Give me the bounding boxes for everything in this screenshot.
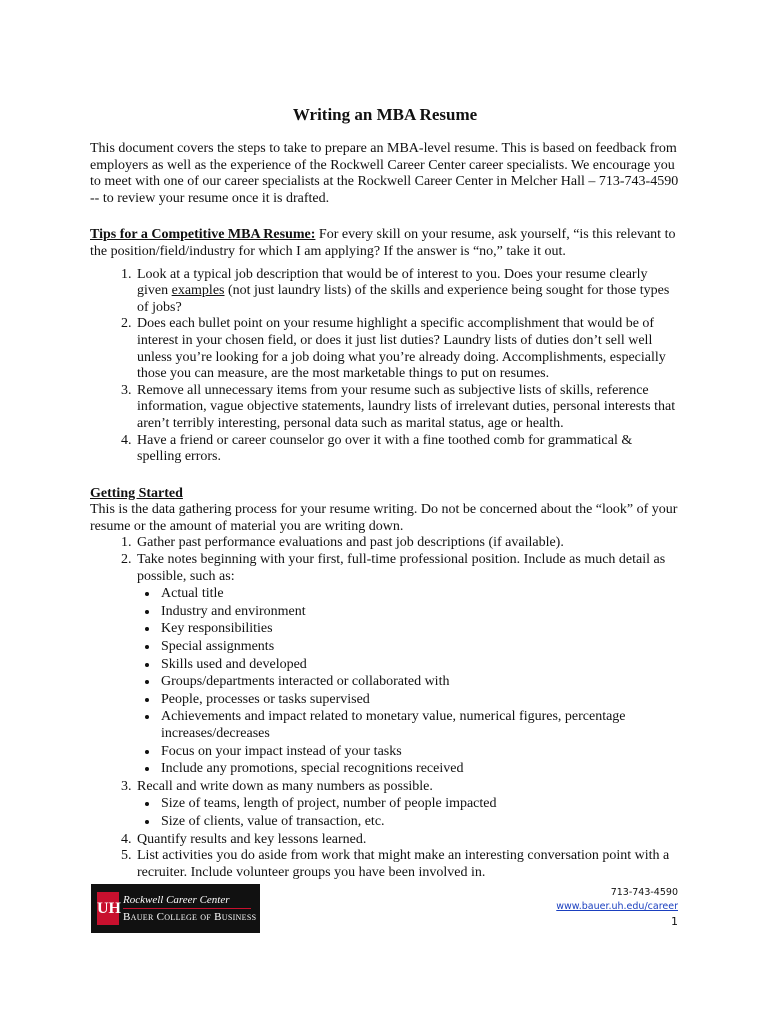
footer-contact [556,886,678,930]
gs-item [135,779,680,831]
gs-bullet: • Key responsibilities [159,621,680,638]
getting-started-heading: Getting Started [90,485,183,501]
gs-item [135,535,680,552]
gs-bullet: • Special assignments [159,639,680,656]
gs-bullet: • Skills used and developed [159,657,680,674]
gs-item-text: Recall and write down as many numbers as possible. [137,778,433,794]
gs-bullet: • People, processes or tasks supervised [159,692,680,709]
footer-phone: 713-743-4590 [610,887,678,898]
gs-bullet: • Focus on your impact instead of your tasks [159,744,680,761]
tips-item [135,383,680,433]
gs-bullet-list [137,586,680,778]
tips-item-text: Have a friend or career counselor go over it with a fine toothed comb for grammatical & spelling errors. [137,432,633,465]
gs-bullet: • Include any promotions, special recognitions received [159,761,680,778]
tips-heading: Tips for a Competitive MBA Resume: [90,227,316,243]
tips-item [135,316,680,382]
gs-item-text: Gather past performance evaluations and past job descriptions (if available). [137,535,564,551]
gs-bullet: • Size of teams, length of project, number of people impacted [159,796,680,813]
gs-item-text: Quantify results and key lessons learned. [137,831,367,847]
tips-item-text: Look at a typical job description that would be of interest to you. Does your resume clearly given [137,266,648,299]
gs-bullet: • Industry and environment [159,604,680,621]
gs-item [135,552,680,778]
gs-bullet: • Actual title [159,586,680,603]
tips-item-text-end: (not just laundry lists) of the skills and experience being sought for those types of jobs? [137,283,670,315]
getting-started-list [90,535,680,881]
document-title: Writing an MBA Resume [292,105,478,124]
logo-line-center-name: Rockwell Career Center [123,894,230,906]
gs-item [135,848,680,881]
tips-item [135,267,680,317]
page-number: 1 [671,915,678,928]
intro-paragraph: This document covers the steps to take to prepare an MBA-level resume. This is based on feedback from employers as well as the experience of the Rockwell Career Center career specialists. We encourage you to meet with one of our career specialists at the Rockwell Career Center in Melcher Hall – 713-743-4590 -- to review your resume once it is drafted. [90,141,679,206]
gs-item-text: Take notes beginning with your first, full-time professional position. Include as much detail as possible, such as: [137,552,666,584]
tips-item-text: Remove all unnecessary items from your resume such as subjective lists of skills, reference information, vague objective statements, laundry lists of irrelevant duties, personal interests that aren’t terribly interesting, personal data such as marital status, age or health. [137,382,676,431]
logo-divider [123,908,251,909]
gs-item [135,832,680,849]
tips-paragraph [90,227,680,260]
footer-url-link[interactable]: www.bauer.uh.edu/career [556,901,678,912]
tips-item [135,433,680,466]
gs-bullet-list [137,796,680,830]
gs-bullet: • Achievements and impact related to monetary value, numerical figures, percentage increases/decreases [159,709,680,742]
uh-logo-mark: UH [97,892,119,925]
document-body [90,105,680,881]
rockwell-career-center-logo [91,884,260,933]
gs-bullet: • Groups/departments interacted or collaborated with [159,674,680,691]
gs-item-text: List activities you do aside from work that might make an interesting conversation point with a recruiter. Include volunteer groups you have been involved in. [137,848,670,880]
tips-list [90,267,680,466]
logo-line-college-name: Bauer College of Business [123,911,257,923]
getting-started-text: This is the data gathering process for your resume writing. Do not be concerned about the “look” of your resume or the amount of material you are writing down. [90,502,678,534]
gs-bullet: • Size of clients, value of transaction, etc. [159,814,680,831]
tips-text: For every skill on your resume, ask yourself, “is this relevant to the position/field/industry for which I am applying? If the answer is “no,” take it out. [90,227,676,259]
tips-item-text: Does each bullet point on your resume highlight a specific accomplishment that would be of interest in your chosen field, or does it just list duties? Laundry lists of duties don’t sell well unless you’re looking for a job doing what you’re already doing. Accomplishments, especially those you can measure, are the most marketable things to put on resumes. [137,316,666,382]
tips-item-emphasis: examples [171,283,225,299]
